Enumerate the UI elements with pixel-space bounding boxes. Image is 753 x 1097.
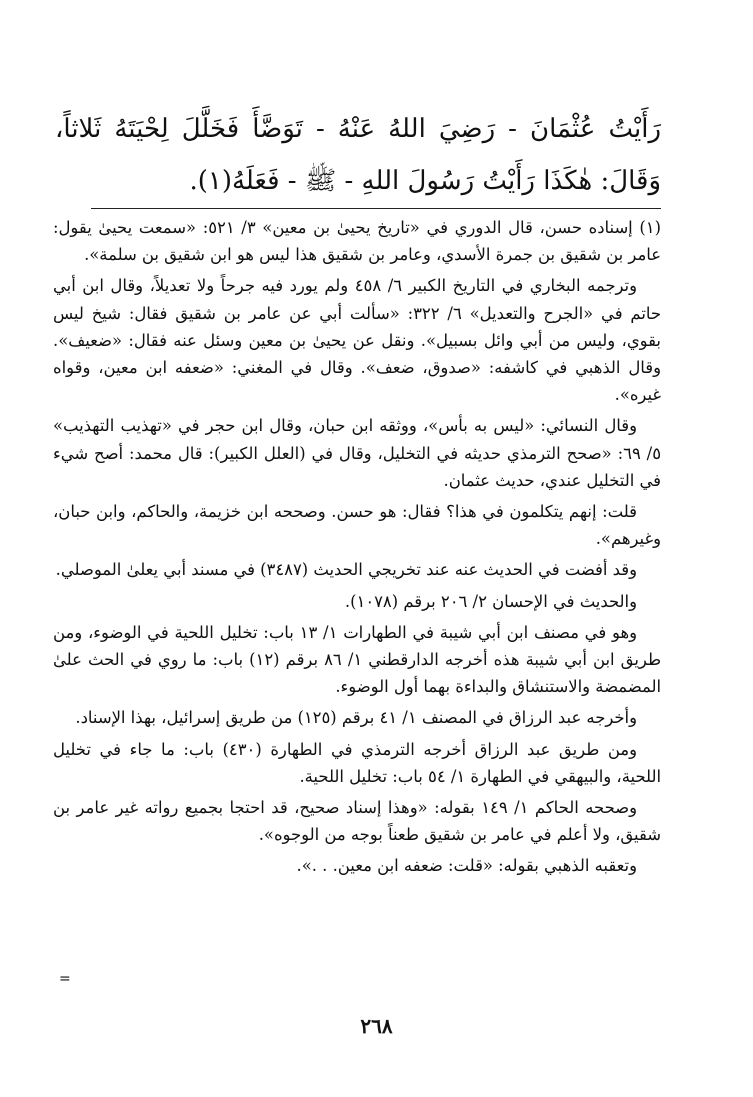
hadith-main-text — [55, 103, 661, 207]
footnote-paragraph: وصححه الحاكم ١/ ١٤٩ بقوله: «وهذا إسناد صحيح، قد احتجا بجميع رواته غير عامر بن شقيق، ولا أعلم في عامر بن شقيق طعناً بوجه من الوجوه». — [53, 798, 661, 845]
page-number: ٢٦٨ — [360, 1014, 393, 1038]
footnote-paragraph: وترجمه البخاري في التاريخ الكبير ٦/ ٤٥٨ ولم يورد فيه جرحاً ولا تعديلاً، وقال ابن أبي حاتم في «الجرح والتعديل» ٦/ ٣٢٢: «سألت أبي عن عامر بن شقيق فقال: شيخ ليس بقوي، وليس من أبي وائل بسبيل». ونقل عن يحيىٰ بن معين وسئل عنه فقال: «ضعيف». وقال الذهبي في كاشفه: «صدوق، ضعف». وقال في المغني: «ضعفه ابن معين، وقواه غيره». — [53, 276, 662, 405]
footnote-paragraph: وقد أفضت في الحديث عنه عند تخريجي الحديث (٣٤٨٧) في مسند أبي يعلىٰ الموصلي. — [55, 560, 637, 580]
footnote-paragraph: ومن طريق عبد الرزاق أخرجه الترمذي في الطهارة (٤٣٠) باب: ما جاء في تخليل اللحية، والبيهقي في الطهارة ١/ ٥٤ باب: تخليل اللحية. — [53, 739, 661, 786]
continuation-mark: = — [59, 971, 71, 987]
footnote-paragraph: وهو في مصنف ابن أبي شيبة في الطهارات ١/ ١٣ باب: تخليل اللحية في الوضوء، ومن طريق ابن أبي شيبة هذه أخرجه الدارقطني ١/ ٨٦ برقم (١٢) باب: ما روي في الحث علىٰ المضمضة والاستنشاق والبداءة بهما أول الوضوء. — [53, 622, 661, 697]
footnote-paragraph: والحديث في الإحسان ٢/ ٢٠٦ برقم (١٠٧٨). — [344, 591, 637, 611]
footnote-paragraph: وأخرجه عبد الرزاق في المصنف ١/ ٤١ برقم (١٢٥) من طريق إسرائيل، بهذا الإسناد. — [75, 708, 637, 728]
footnote-paragraph: وتعقبه الذهبي بقوله: «قلت: ضعفه ابن معين. . .». — [296, 856, 637, 876]
footnote-separator — [91, 208, 661, 209]
footnote-paragraph: (١) إسناده حسن، قال الدوري في «تاريخ يحيىٰ بن معين» ٣/ ٥٢١: «سمعت يحيىٰ يقول: عامر بن شقيق بن جمرة الأسدي، وعامر بن شقيق هذا ليس هو ابن شقيق بن سلمة». — [53, 218, 662, 265]
footnotes-section — [53, 214, 661, 884]
footnote-paragraph: قلت: إنهم يتكلمون في هذا؟ فقال: هو حسن. وصححه ابن خزيمة، والحاكم، وابن حبان، وغيرهم». — [53, 502, 661, 549]
hadith-paragraph: رَأَيْتُ عُثْمَانَ - رَضِيَ اللهُ عَنْهُ - تَوَضَّأَ فَخَلَّلَ لِحْيَتَهُ ثَلاثاً، وَقَالَ: هٰكَذَا رَأَيْتُ رَسُولَ اللهِ - ﷺ - فَعَلَهُ(١). — [55, 114, 661, 196]
footnote-paragraph: وقال النسائي: «ليس به بأس»، ووثقه ابن حبان، وقال ابن حجر في «تهذيب التهذيب» ٥/ ٦٩: «صحح الترمذي حديثه في التخليل، وقال في (العلل الكبير): قال محمد: أصح شيء في التخليل عندي، حديث عثمان. — [53, 416, 662, 490]
